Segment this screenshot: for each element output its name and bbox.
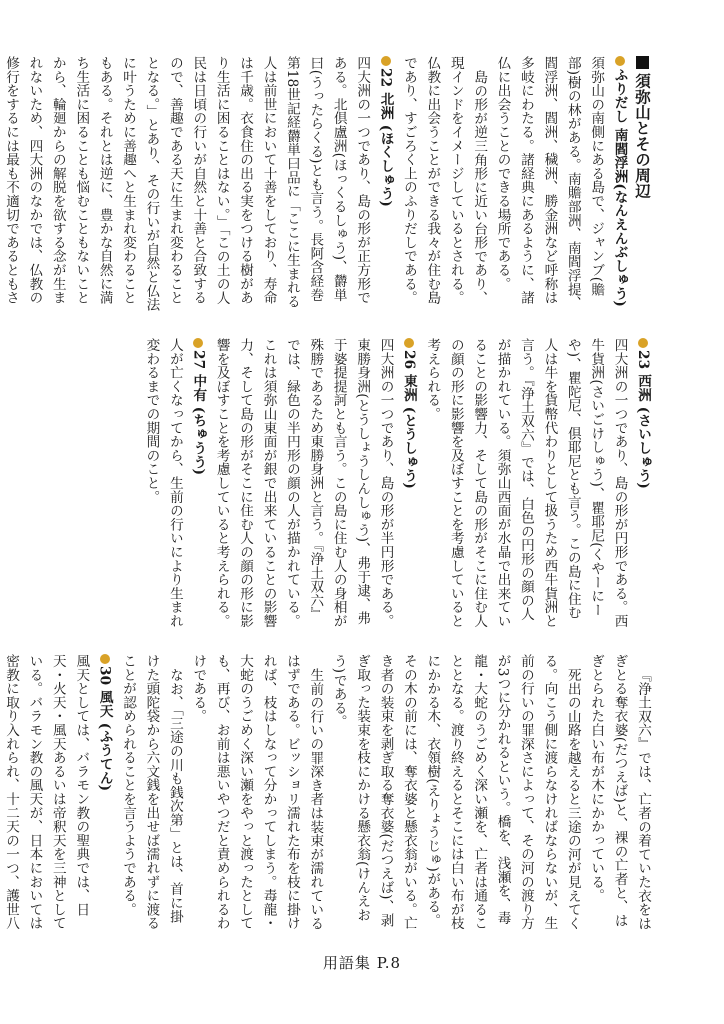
section-heading: 23 西洲 (さいしゅう) — [631, 338, 654, 628]
paragraph: 四大洲の一つであり、島の形が半円形である。東勝身洲(とうしょうしんしゅう)、弗于逮、弗于婆提提訶とも言う。この島に住む人の身相が殊勝であるため東勝身洲と言う。『浄土双六』では、緑色の半円形の顔の人が描かれている。これは須弥山東面が銀で出来ていることの影響力、そして島の形がそこに住む人の顔の形に影響を及ぼすことを考慮していると考えられる。 — [213, 338, 394, 628]
page-footer: 用語集 P.8 — [322, 954, 402, 972]
section-heading: 26 東洲 (とうしゅう) — [397, 338, 420, 628]
text-block-bottom — [3, 654, 654, 932]
bullet-icon — [193, 338, 203, 348]
paragraph: 四大洲の一つであり、島の形が正方形である。北倶盧洲(ほっくるしゅう)、欝単曰(うったらくる)とも言う。長阿含経巻第18世記経欝単曰品に「ここに生まれる人は前世において十善をしており、寿命は千歳。衣食住の出る実をつける樹があり生活に困ることはない。」「この土の人民は日頃の行いが自然と十善と合致するので、善趣である天に生まれ変わることとなる。」とあり、その行いが自然と仏法に叶うために善趣へと生まれ変わることもある。それとは逆に、豊かな自然に満ち生活に困ることも悩むこともないことから、輪廻からの解脱を欲する念が生まれないため、四大洲のなかでは、仏教の修行をするには最も不適切であるともさ — [3, 56, 371, 312]
paragraph: 死出の山路を越えると三途の河が見えてくる。向こう側に渡らなければならないが、生前の行いの罪深さによって、その河の渡り方が3つに分かれるという。橋を、浅瀬を、毒龍・大蛇のうごめく深い瀬を、亡者は通ることとなる。渡り終えるとそこには白い布が枝にかかる木、衣領樹(えりょうじゅ)がある。その木の前には、奪衣婆と懸衣翁がいる。亡き者の装束を剥ぎ取る奪衣婆(だつえば)、剥ぎ取った装束を枝にかける懸衣翁(けんえおう)である。 — [330, 654, 581, 930]
paragraph: 島の形が逆三角形に近い台形であり、現インドをイメージしているとされる。仏教に出会うことができる我々が住む島であり、すごろく上のふりだしである。 — [400, 56, 488, 305]
black-square-icon — [636, 56, 649, 69]
bullet-icon — [615, 56, 625, 66]
bullet-icon — [404, 338, 414, 348]
paragraph: 人が亡くなってから、生前の行いにより生まれ変わるまでの期間のこと。 — [143, 338, 183, 628]
text-block-top — [3, 56, 654, 314]
bullet-icon — [381, 56, 391, 66]
text-block-middle — [78, 338, 654, 628]
section-heading: ふりだし 南閻浮洲(なんえんぶしゅう) — [607, 56, 630, 314]
paragraph: 須弥山の南側にある島で、ジャンブ(贍部)樹の林がある。南贍部洲、南閻浮提、閻浮洲、閻洲、穢洲、勝金洲など呼称は多岐にわたる。諸経典にあるように、諸仏に出会うことのできる場所である。 — [494, 56, 605, 310]
paragraph: 『浄土双六』では、亡者の着ていた衣をはぎとる奪衣婆(だつえば)と、裸の亡者と、はぎとられた白い布が木にかかっている。 — [588, 654, 651, 930]
page-title: 須弥山とその周辺 — [631, 56, 654, 314]
paragraph: なお、「三途の川も銭次第」とは、首に掛けた頭陀袋から六文銭を出せば濡れずに渡ることが認められることを言うようである。 — [120, 654, 183, 930]
paragraph: 四大洲の一つであり、島の形が円形である。西牛貨洲(さいごけしゅう)、瞿耶尼(くやーにーや)、瞿陀尼、倶耶尼とも言う。この島に住む人は牛を貨幣代わりとして扱うため西牛貨洲と言う。『浄土双六』では、白色の円形の顔の人が描かれている。須弥山西面が水晶で出来ていることの影響力、そして島の形がそこに住む人の顔の形に影響を及ぼすことを考慮していると考えられる。 — [424, 338, 628, 628]
section-heading: 30 風天 (ふうてん) — [92, 654, 115, 932]
section-heading: 22 北洲 (ほくしゅう) — [373, 56, 396, 314]
paragraph: 風天としては、バラモン教の聖典では、日天・火天・風天あるいは帝釈天を三神としている。バラモン教の風天が、日本においては密教に取り入れられ、十二天の一つ、護世八 — [3, 654, 90, 930]
paragraph: 生前の行いの罪深き者は装束が濡れているはずである。ビッショリ濡れた布を枝に掛ければ、枝はしなって分かってしまう。毒龍・大蛇のうごめく深い瀬をやっと渡ったとしても、再び、お前は悪いやつだと責められるわけである。 — [190, 654, 324, 930]
bullet-icon — [638, 338, 648, 348]
bullet-icon — [100, 654, 110, 664]
section-heading: 27 中有 (ちゅうう) — [186, 338, 209, 628]
